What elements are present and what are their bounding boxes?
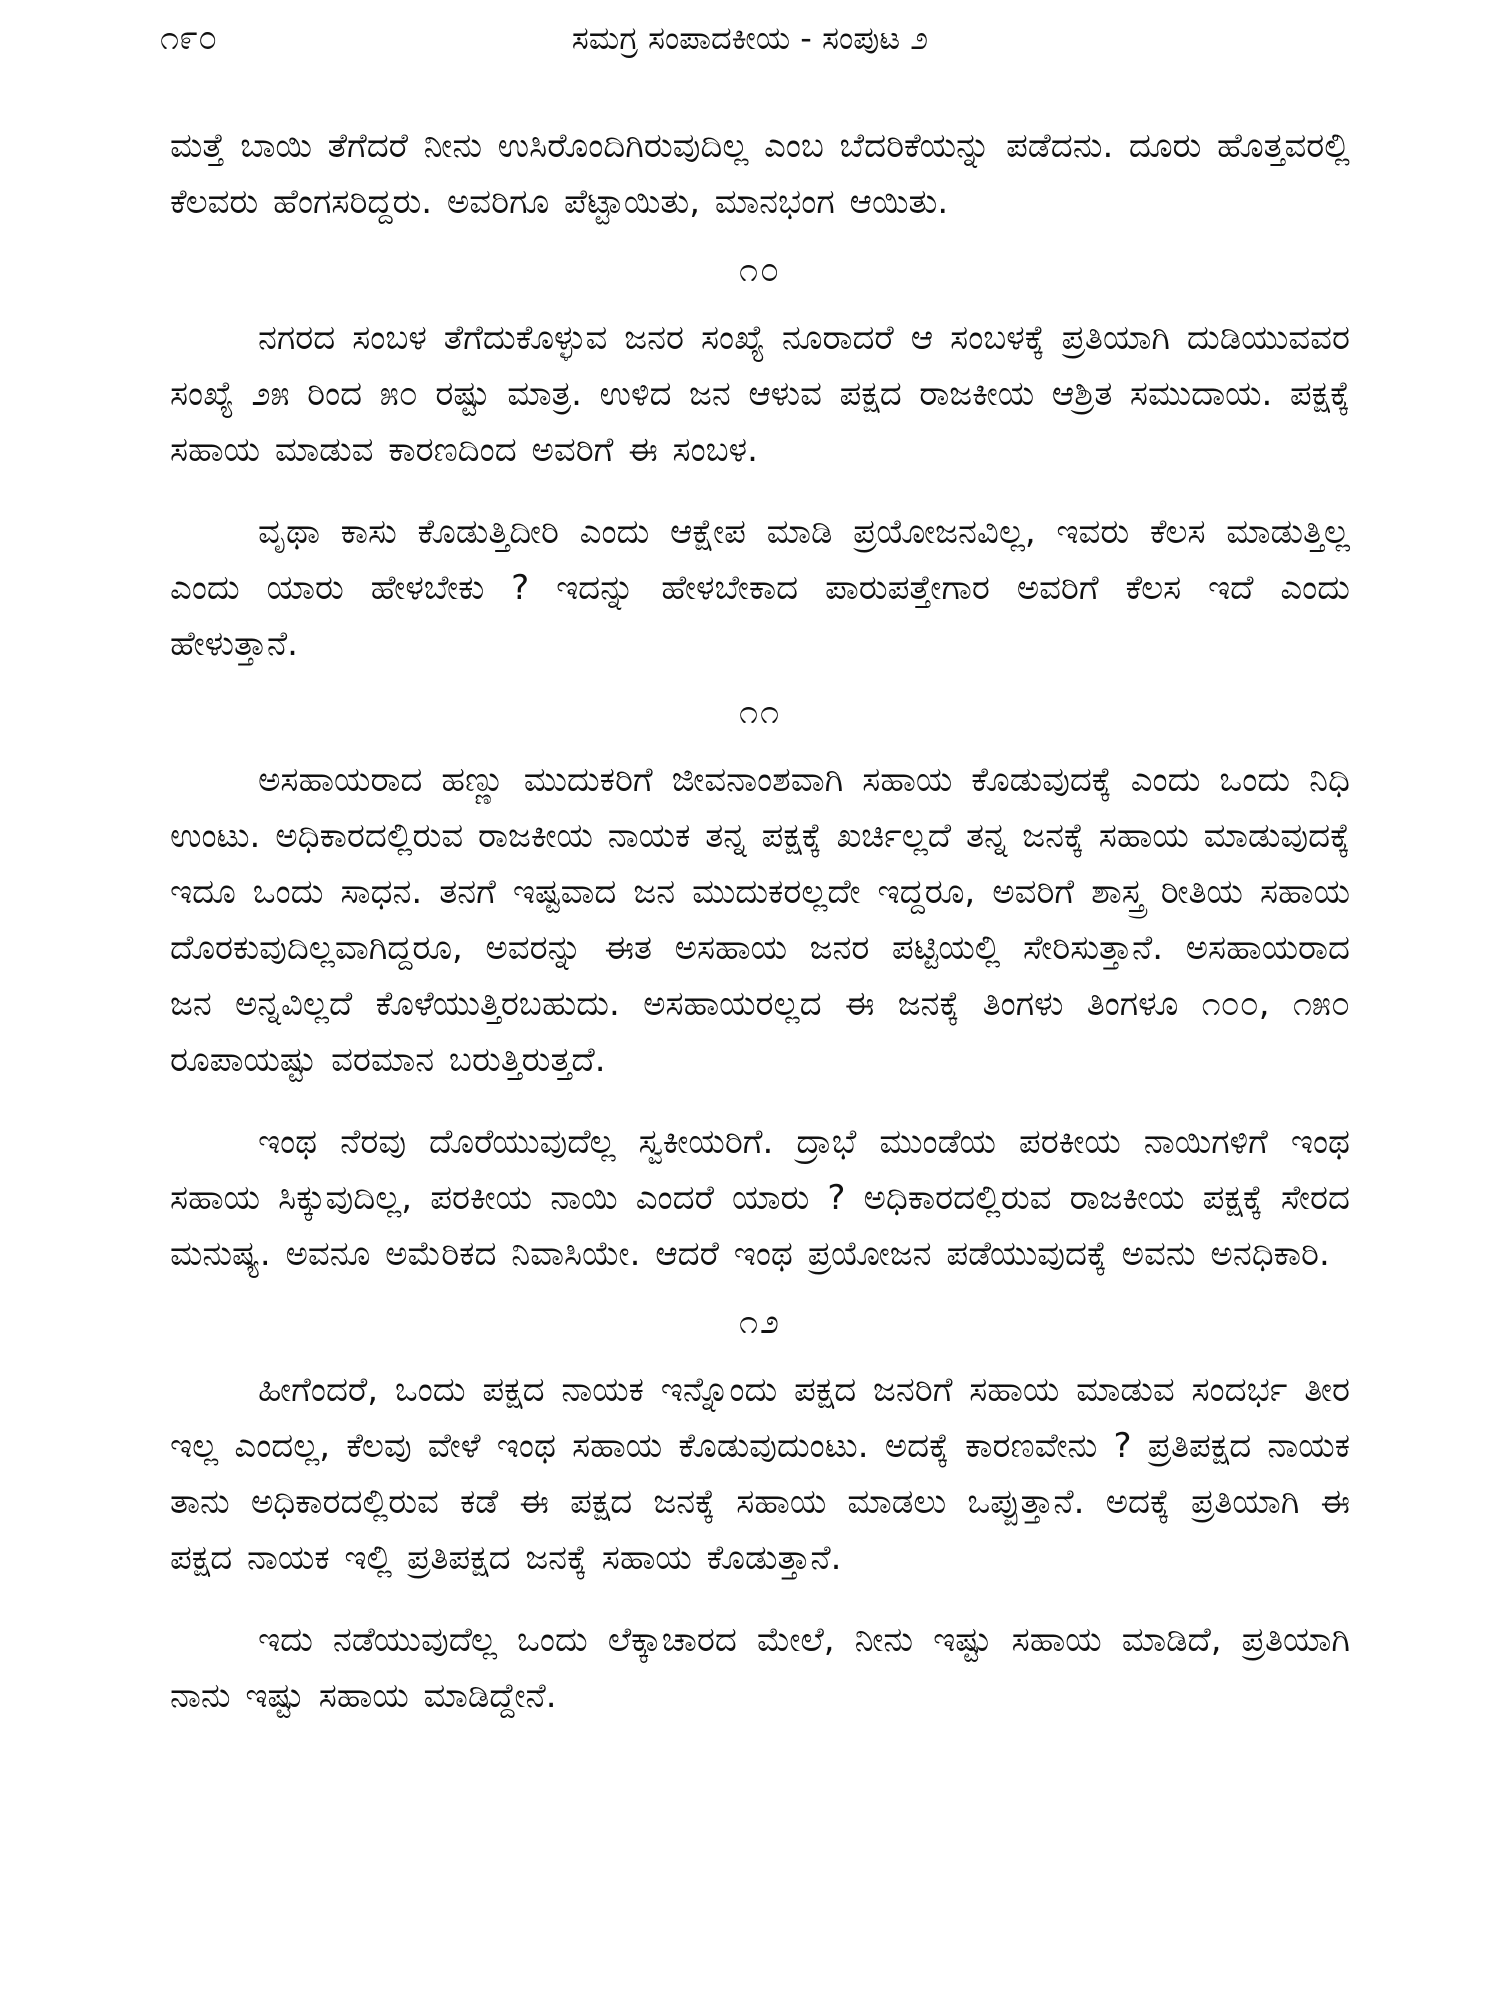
- section-number-10: ೧೦: [738, 250, 782, 290]
- paragraph-calculation: ಇದು ನಡೆಯುವುದೆಲ್ಲ ಒಂದು ಲೆಕ್ಕಾಚಾರದ ಮೇಲೆ, ನೀನು ಇಷ್ಟು ಸಹಾಯ ಮಾಡಿದೆ, ಪ್ರತಿಯಾಗಿ ನಾನು ಇಷ್ಟು ಸಹಾಯ ಮಾಡಿದ್ದೇನೆ.: [170, 1620, 1350, 1716]
- page-header: [160, 14, 1340, 62]
- page-body: [170, 118, 1350, 1724]
- page-number: ೧೯೦: [160, 18, 218, 58]
- paragraph-aid-to-own: ಇಂಥ ನೆರವು ದೊರೆಯುವುದೆಲ್ಲ ಸ್ವಕೀಯರಿಗೆ. ದ್ರಾಭೆ ಮುಂಡೆಯ ಪರಕೀಯ ನಾಯಿಗಳಿಗೆ ಇಂಥ ಸಹಾಯ ಸಿಕ್ಕುವುದಿಲ್ಲ, ಪರಕೀಯ ನಾಯಿ ಎಂದರೆ ಯಾರು ? ಅಧಿಕಾರದಲ್ಲಿರುವ ರಾಜಕೀಯ ಪಕ್ಷಕ್ಕೆ ಸೇರದ ಮನುಷ್ಯ. ಅವನೂ ಅಮೆರಿಕದ ನಿವಾಸಿಯೇ. ಆದರೆ ಇಂಥ ಪ್ರಯೋಜನ ಪಡೆಯುವುದಕ್ಕೆ ಅವನು ಅನಧಿಕಾರಿ.: [170, 1122, 1350, 1274]
- paragraph-continued: ಮತ್ತೆ ಬಾಯಿ ತೆಗೆದರೆ ನೀನು ಉಸಿರೊಂದಿಗಿರುವುದಿಲ್ಲ ಎಂಬ ಬೆದರಿಕೆಯನ್ನು ಪಡೆದನು. ದೂರು ಹೊತ್ತವರಲ್ಲಿ ಕೆಲವರು ಹೆಂಗಸರಿದ್ದರು. ಅವರಿಗೂ ಪೆಟ್ಟಾಯಿತು, ಮಾನಭಂಗ ಆಯಿತು.: [170, 126, 1350, 222]
- paragraph-objection: ವೃಥಾ ಕಾಸು ಕೊಡುತ್ತಿದೀರಿ ಎಂದು ಆಕ್ಷೇಪ ಮಾಡಿ ಪ್ರಯೋಜನವಿಲ್ಲ, ಇವರು ಕೆಲಸ ಮಾಡುತ್ತಿಲ್ಲ ಎಂದು ಯಾರು ಹೇಳಬೇಕು ? ಇದನ್ನು ಹೇಳಬೇಕಾದ ಪಾರುಪತ್ತೇಗಾರ ಅವರಿಗೆ ಕೆಲಸ ಇದೆ ಎಂದು ಹೇಳುತ್ತಾನೆ.: [170, 512, 1350, 664]
- paragraph-cross-party-aid: ಹೀಗೆಂದರೆ, ಒಂದು ಪಕ್ಷದ ನಾಯಕ ಇನ್ನೊಂದು ಪಕ್ಷದ ಜನರಿಗೆ ಸಹಾಯ ಮಾಡುವ ಸಂದರ್ಭ ತೀರ ಇಲ್ಲ ಎಂದಲ್ಲ, ಕೆಲವು ವೇಳೆ ಇಂಥ ಸಹಾಯ ಕೊಡುವುದುಂಟು. ಅದಕ್ಕೆ ಕಾರಣವೇನು ? ಪ್ರತಿಪಕ್ಷದ ನಾಯಕ ತಾನು ಅಧಿಕಾರದಲ್ಲಿರುವ ಕಡೆ ಈ ಪಕ್ಷದ ಜನಕ್ಕೆ ಸಹಾಯ ಮಾಡಲು ಒಪ್ಪುತ್ತಾನೆ. ಅದಕ್ಕೆ ಪ್ರತಿಯಾಗಿ ಈ ಪಕ್ಷದ ನಾಯಕ ಇಲ್ಲಿ ಪ್ರತಿಪಕ್ಷದ ಜನಕ್ಕೆ ಸಹಾಯ ಕೊಡುತ್ತಾನೆ.: [170, 1370, 1350, 1578]
- paragraph-pension-fund: ಅಸಹಾಯರಾದ ಹಣ್ಣು ಮುದುಕರಿಗೆ ಜೀವನಾಂಶವಾಗಿ ಸಹಾಯ ಕೊಡುವುದಕ್ಕೆ ಎಂದು ಒಂದು ನಿಧಿ ಉಂಟು. ಅಧಿಕಾರದಲ್ಲಿರುವ ರಾಜಕೀಯ ನಾಯಕ ತನ್ನ ಪಕ್ಷಕ್ಕೆ ಖರ್ಚಿಲ್ಲದೆ ತನ್ನ ಜನಕ್ಕೆ ಸಹಾಯ ಮಾಡುವುದಕ್ಕೆ ಇದೂ ಒಂದು ಸಾಧನ. ತನಗೆ ಇಷ್ಟವಾದ ಜನ ಮುದುಕರಲ್ಲದೇ ಇದ್ದರೂ, ಅವರಿಗೆ ಶಾಸ್ತ್ರ ರೀತಿಯ ಸಹಾಯ ದೊರಕುವುದಿಲ್ಲವಾಗಿದ್ದರೂ, ಅವರನ್ನು ಈತ ಅಸಹಾಯ ಜನರ ಪಟ್ಟಿಯಲ್ಲಿ ಸೇರಿಸುತ್ತಾನೆ. ಅಸಹಾಯರಾದ ಜನ ಅನ್ನವಿಲ್ಲದೆ ಕೊಳೆಯುತ್ತಿರಬಹುದು. ಅಸಹಾಯರಲ್ಲದ ಈ ಜನಕ್ಕೆ ತಿಂಗಳು ತಿಂಗಳೂ ೧೦೦, ೧೫೦ ರೂಪಾಯಷ್ಟು ವರಮಾನ ಬರುತ್ತಿರುತ್ತದೆ.: [170, 760, 1350, 1080]
- section-number-11: ೧೧: [738, 692, 782, 732]
- section-number-12: ೧೨: [738, 1302, 782, 1342]
- paragraph-salary-count: ನಗರದ ಸಂಬಳ ತೆಗೆದುಕೊಳ್ಳುವ ಜನರ ಸಂಖ್ಯೆ ನೂರಾದರೆ ಆ ಸಂಬಳಕ್ಕೆ ಪ್ರತಿಯಾಗಿ ದುಡಿಯುವವರ ಸಂಖ್ಯೆ ೨೫ ರಿಂದ ೫೦ ರಷ್ಟು ಮಾತ್ರ. ಉಳಿದ ಜನ ಆಳುವ ಪಕ್ಷದ ರಾಜಕೀಯ ಆಶ್ರಿತ ಸಮುದಾಯ. ಪಕ್ಷಕ್ಕೆ ಸಹಾಯ ಮಾಡುವ ಕಾರಣದಿಂದ ಅವರಿಗೆ ಈ ಸಂಬಳ.: [170, 318, 1350, 470]
- running-title: ಸಮಗ್ರ ಸಂಪಾದಕೀಯ - ಸಂಪುಟ ೨: [571, 19, 929, 57]
